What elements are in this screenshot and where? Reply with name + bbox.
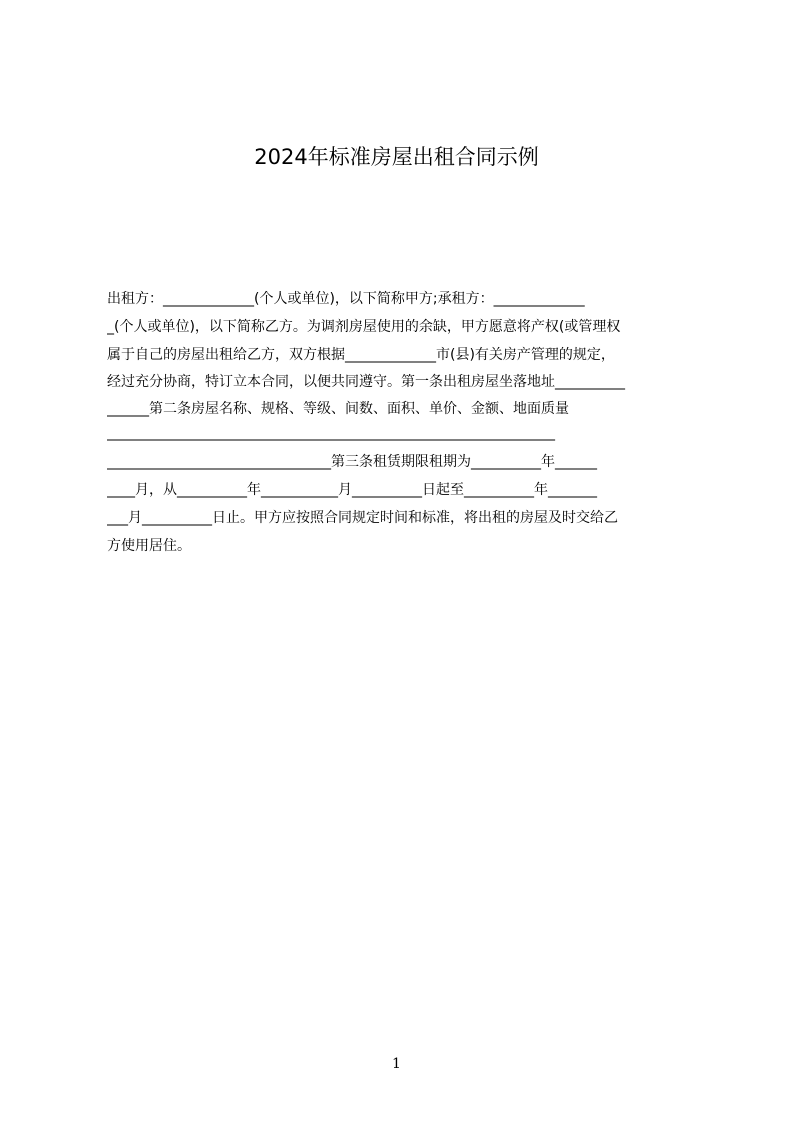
body-line-10: 方使用居住。 [107,538,191,554]
body-line-7: ________________________________第三条租赁期限租期为__________年______ [107,454,597,470]
body-line-3: 属于自己的房屋出租给乙方，双方根据_____________市(县)有关房产管理的规定， [107,347,615,363]
page-title: 2024年标准房屋出租合同示例 [254,145,539,169]
page-number: 1 [392,1056,401,1072]
body-line-5: ______第二条房屋名称、规格、等级、间数、面积、单价、金额、地面质量 [107,401,569,417]
body-line-6: ________________________________________________________________ [107,425,555,441]
body-line-2: _(个人或单位)，以下简称乙方。为调剂房屋使用的余缺，甲方愿意将产权(或管理权 [107,319,621,335]
body-line-4: 经过充分协商，特订立本合同，以便共同遵守。第一条出租房屋坐落地址__________ [107,374,625,390]
body-line-9: ___月__________日止。甲方应按照合同规定时间和标准，将出租的房屋及时交给乙 [107,510,618,526]
body-line-8: ____月，从__________年___________月__________日起至__________年_______ [107,482,597,498]
body-line-1: 出租方：_____________(个人或单位)，以下简称甲方;承租方：_____________ [107,291,585,307]
